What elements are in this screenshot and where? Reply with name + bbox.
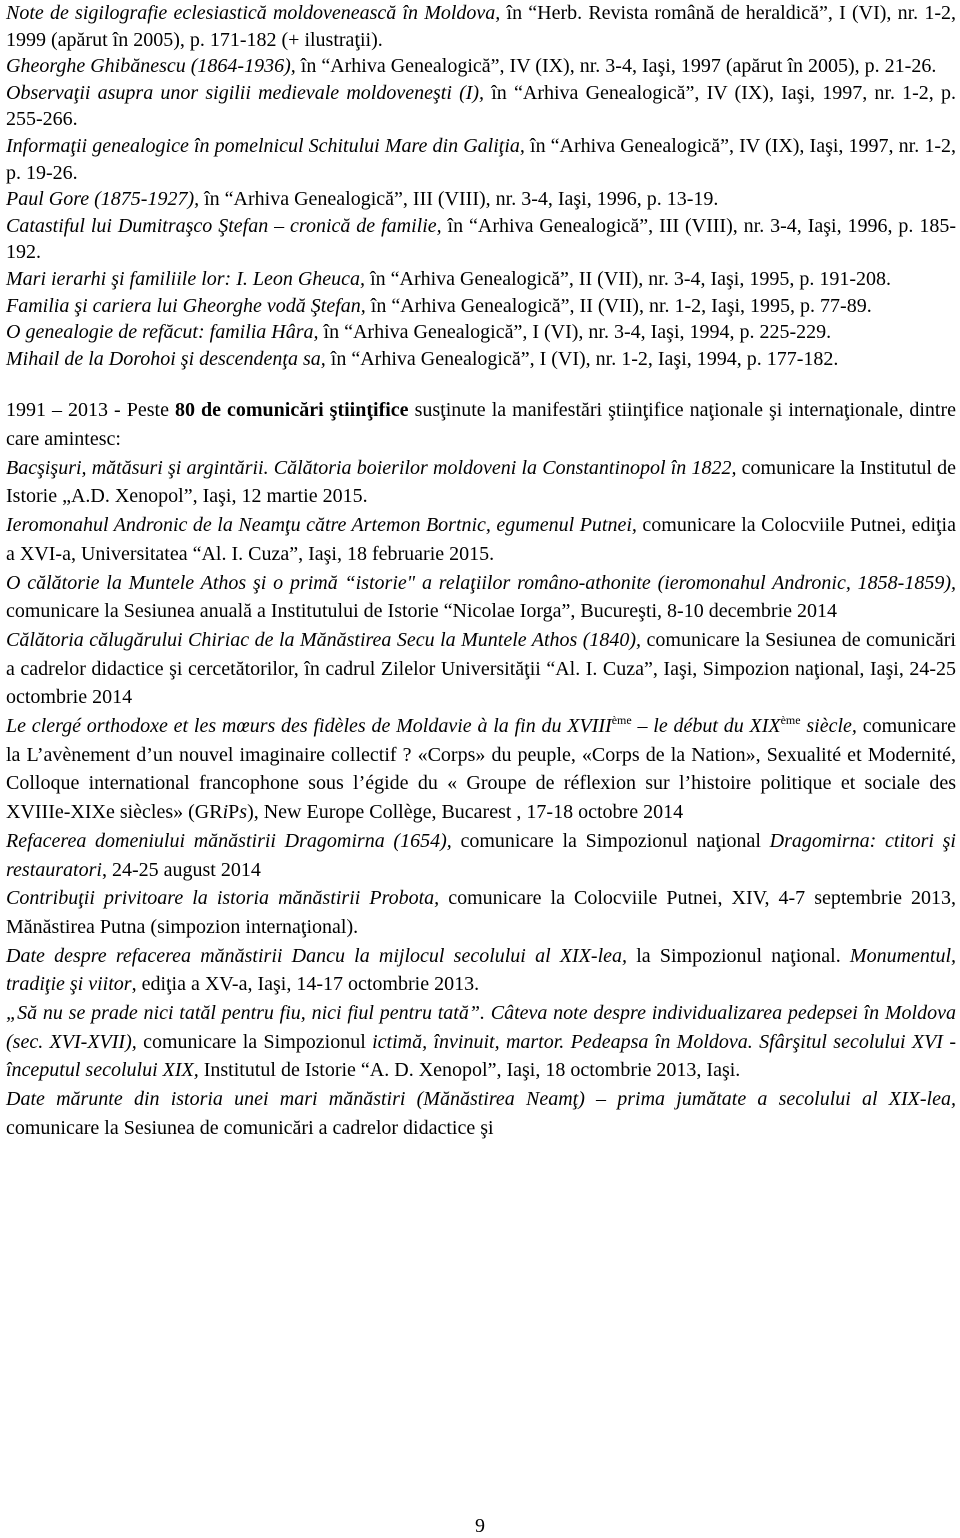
communication-details-text: comunicare la Simpozionul naţional xyxy=(451,829,770,852)
publication-details: în “Arhiva Genealogică”, IV (IX), Iaşi, 1997, nr. 1-2, p. 255-266. xyxy=(6,81,956,131)
communication-details-text: Institutul de Istorie “A. D. Xenopol”, Iaşi, 18 octombrie 2013, Iaşi. xyxy=(198,1059,741,1082)
publication-details: în “Arhiva Genealogică”, II (VII), nr. 3-4, Iaşi, 1995, p. 191-208. xyxy=(365,267,892,290)
publication-details: în “Arhiva Genealogică”, I (VI), nr. 1-2, Iaşi, 1994, p. 177-182. xyxy=(325,347,839,370)
communication-entry xyxy=(6,511,956,568)
communication-details-text: P xyxy=(228,801,240,824)
communication-title-text: Monumentul, tradiţie şi viitor xyxy=(6,944,956,996)
communication-title-text: Le clergé orthodoxe et les mœurs des fidèles de Moldavie à la fin du XVIII xyxy=(6,715,612,738)
communication-title-text: Dragomirna: ctitori şi restauratori xyxy=(6,829,956,881)
intro-years: 1991 – 2013 - Peste xyxy=(6,399,175,422)
communication-title-text: O călătorie la Muntele Athos şi o primă “istorie" a relaţiilor româno-athonite (ieromonahul Andronic, 1858-1859), xyxy=(6,571,956,594)
communication-title-text: Contribuţii privitoare la istoria mănăstirii Probota, xyxy=(6,887,440,910)
communication-details-text: comunicare la Sesiunea de comunicări a cadrelor didactice şi cercetătorilor, în cadrul Zilelor Universităţii “Al. I. Cuza”, Iaşi, Simpozion naţional, Iaşi, 24-25 octombrie 2014 xyxy=(6,628,956,709)
communication-details-text: comunicare la Sesiunea de comunicări a cadrelor didactice şi xyxy=(6,1116,494,1139)
publication-entry xyxy=(6,346,956,373)
publications-list xyxy=(6,0,956,372)
communication-entry xyxy=(6,884,956,941)
publication-title: Gheorghe Ghibănescu (1864-1936), xyxy=(6,55,296,78)
communication-details-text: comunicare la Institutul de Istorie „A.D. Xenopol”, Iaşi, 12 martie 2015. xyxy=(6,456,956,508)
communication-title-text: siècle, xyxy=(800,715,857,738)
communication-title-text: s xyxy=(239,801,248,824)
superscript-text: ème xyxy=(780,713,801,728)
communication-details-text: comunicare la Colocviile Putnei, XIV, 4-7 septembrie 2013, Mănăstirea Putna (simpozion internaţional). xyxy=(6,887,956,938)
communication-entry xyxy=(6,712,956,827)
communication-title-text: Ieromonahul Andronic de la Neamţu către Artemon Bortnic, egumenul Putnei, xyxy=(6,514,637,537)
publication-title: Mari ierarhi şi familiile lor: I. Leon Gheuca, xyxy=(6,267,366,290)
publication-entry xyxy=(6,293,956,320)
publication-entry xyxy=(6,213,956,266)
communication-details-text: , ediţia a XV-a, Iaşi, 14-17 octombrie 2013. xyxy=(131,973,480,996)
communication-details-text: la Simpozionul naţional. xyxy=(627,944,850,967)
publication-details: în “Arhiva Genealogică”, IV (IX), nr. 3-4, Iaşi, 1997 (apărut în 2005), p. 21-26. xyxy=(295,55,937,78)
publication-title: O genealogie de refăcut: familia Hâra, xyxy=(6,321,319,344)
publication-details: în “Arhiva Genealogică”, IV (IX), Iaşi, 1997, nr. 1-2, p. 19-26. xyxy=(6,134,956,184)
communications-list xyxy=(6,454,956,1143)
publication-title: Catastiful lui Dumitraşco Ştefan – cronică de familie, xyxy=(6,214,442,237)
communication-entry xyxy=(6,827,956,884)
communication-entry xyxy=(6,626,956,712)
communication-title-text: Bacşişuri, mătăsuri şi argintării. Călătoria boierilor moldoveni la Constantinopol în 1822, xyxy=(6,456,737,479)
communication-title-text: Date mărunte din istoria unei mari mănăstiri (Mănăstirea Neamţ) – prima jumătate a secolului al XIX-lea, xyxy=(6,1088,956,1111)
communication-details-text: comunicare la Sesiunea anuală a Institutului de Istorie “Nicolae Iorga”, Bucureşti, 8-10 decembrie 2014 xyxy=(6,600,837,623)
superscript-text: ème xyxy=(611,713,632,728)
communication-title-text: Refacerea domeniului mănăstirii Dragomirna (1654), xyxy=(6,829,452,852)
communication-title-text: ictimă, învinuit, martor. Pedeapsa în Moldova. Sfârşitul secolului XVI - începutul secolului XIX, xyxy=(6,1030,956,1082)
communication-entry xyxy=(6,942,956,999)
communication-details-text: comunicare la L’avènement d’un nouvel imaginaire collectif ? «Corps» du peuple, «Corps de la Nation», Sexualité et Modernité, Colloque international francophone sous l’égide du « Groupe de réflexion sur l’histoire politique et sociale des XVIIIe-XIXe siècles» (GR xyxy=(6,715,957,824)
publication-entry xyxy=(6,266,956,293)
publication-entry xyxy=(6,53,956,80)
communication-title-text: Călătoria călugărului Chiriac de la Mănăstirea Secu la Muntele Athos (1840), xyxy=(6,628,642,651)
publication-details: în “Arhiva Genealogică”, II (VII), nr. 1-2, Iaşi, 1995, p. 77-89. xyxy=(365,294,872,317)
publication-title: Observaţii asupra unor sigilii medievale moldoveneşti (I), xyxy=(6,81,485,104)
publication-entry xyxy=(6,133,956,186)
intro-rest: susţinute la manifestări ştiinţifice naţionale şi internaţionale, dintre care amintesc: xyxy=(6,399,956,451)
communication-title-text: i xyxy=(222,801,229,824)
communication-title-text: Date despre refacerea mănăstirii Dancu la mijlocul secolului al XIX-lea, xyxy=(6,944,628,967)
communications-intro xyxy=(6,396,956,453)
communication-details-text: comunicare la Colocviile Putnei, ediţia a XVI-a, Universitatea “Al. I. Cuza”, Iaşi, 18 februarie 2015. xyxy=(6,514,956,565)
document-page xyxy=(6,0,956,1143)
page-number: 9 xyxy=(475,1515,485,1537)
publication-entry xyxy=(6,0,956,53)
publication-title: Paul Gore (1875-1927), xyxy=(6,188,200,211)
publication-title: Familia şi cariera lui Gheorghe vodă Ştefan, xyxy=(6,294,366,317)
communication-entry xyxy=(6,999,956,1085)
publication-title: Mihail de la Dorohoi şi descendenţa sa, xyxy=(6,347,326,370)
publication-entry xyxy=(6,186,956,213)
communication-title-text: – le début du XIX xyxy=(631,715,781,738)
publication-entry xyxy=(6,80,956,133)
section-gap xyxy=(6,372,956,396)
publication-entry xyxy=(6,319,956,346)
communication-entry xyxy=(6,454,956,511)
publication-details: în “Arhiva Genealogică”, III (VIII), nr. 3-4, Iaşi, 1996, p. 13-19. xyxy=(199,188,719,211)
communication-entry xyxy=(6,569,956,626)
publication-details: în “Arhiva Genealogică”, I (VI), nr. 3-4, Iaşi, 1994, p. 225-229. xyxy=(318,321,832,344)
publication-title: Note de sigilografie eclesiastică moldovenească în Moldova, xyxy=(6,2,501,24)
communication-details-text: , 24-25 august 2014 xyxy=(101,858,261,881)
publication-title: Informaţii genealogice în pomelnicul Schitului Mare din Galiţia, xyxy=(6,134,525,157)
communication-entry xyxy=(6,1085,956,1142)
communication-details-text: comunicare la Simpozionul xyxy=(136,1030,373,1053)
communication-title-text: „Să nu se prade nici tatăl pentru fiu, nici fiul pentru tată”. Câteva note despre individualizarea pedepsei în Moldova (sec. XVI-XVII), xyxy=(6,1002,956,1053)
intro-count: 80 de comunicări ştiinţifice xyxy=(174,399,409,422)
publication-details: în “Arhiva Genealogică”, III (VIII), nr. 3-4, Iaşi, 1996, p. 185-192. xyxy=(6,214,956,264)
communication-details-text: ), New Europe Collège, Bucarest , 17-18 octobre 2014 xyxy=(247,801,684,824)
publication-details: în “Herb. Revista română de heraldică”, I (VI), nr. 1-2, 1999 (apărut în 2005), p. 171-182 (+ ilustraţii). xyxy=(6,2,956,51)
